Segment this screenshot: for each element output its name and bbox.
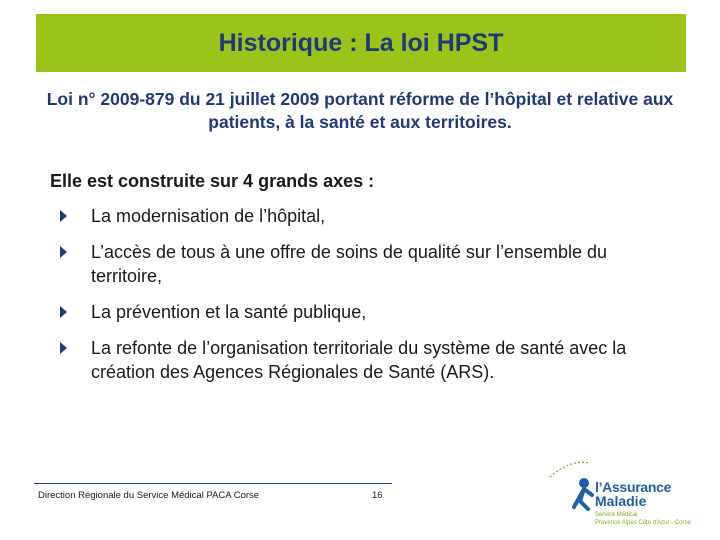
intro-text: Elle est construite sur 4 grands axes : xyxy=(50,171,375,191)
assurance-maladie-logo xyxy=(540,455,715,535)
list-item xyxy=(60,204,680,228)
page-number: 16 xyxy=(372,490,383,501)
logo-subtitle-1: Service Médical xyxy=(595,512,638,518)
list-item-text: La prévention et la santé publique, xyxy=(91,302,367,322)
footer-organization: Direction Régionale du Service Médical PACA Corse xyxy=(38,490,260,501)
list-item xyxy=(60,300,680,324)
axes-list xyxy=(60,204,680,396)
list-item xyxy=(60,240,680,288)
triangle-bullet-icon xyxy=(60,306,67,318)
logo-subtitle-2: Provence Alpes Côte d'Azur - Corse xyxy=(595,520,691,526)
logo-line2: Maladie xyxy=(595,493,647,509)
list-item-text: La refonte de l’organisation territoriale du système de santé avec la création des Agences Régionales de Santé (ARS). xyxy=(91,338,627,382)
title-bar xyxy=(36,14,686,72)
law-reference: Loi n° 2009-879 du 21 juillet 2009 portant réforme de l’hôpital et relative aux patients, à la santé et aux territoires. xyxy=(46,89,674,132)
triangle-bullet-icon xyxy=(60,210,67,222)
triangle-bullet-icon xyxy=(60,342,67,354)
list-item xyxy=(60,336,680,384)
page-title: Historique : La loi HPST xyxy=(218,28,504,57)
list-item-text: La modernisation de l’hôpital, xyxy=(91,206,326,226)
list-item-text: L’accès de tous à une offre de soins de qualité sur l’ensemble du territoire, xyxy=(91,242,608,286)
footer-divider xyxy=(34,483,392,484)
logo-line1: l’Assurance xyxy=(595,479,672,495)
logo-figure-icon xyxy=(540,455,600,515)
triangle-bullet-icon xyxy=(60,246,67,258)
